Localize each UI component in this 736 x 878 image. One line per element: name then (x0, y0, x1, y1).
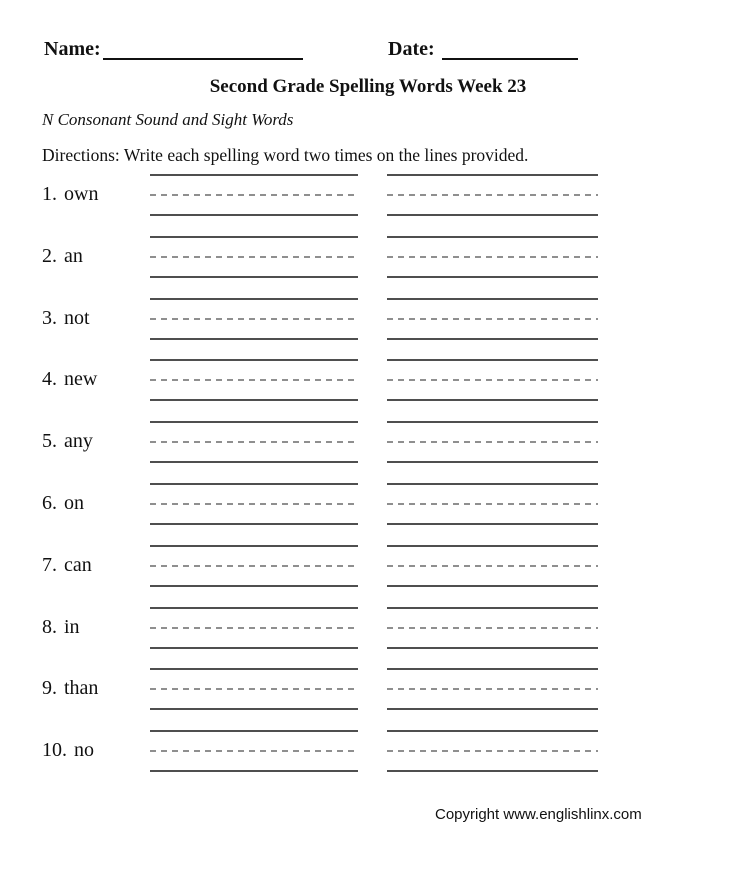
solid-line-bottom (387, 585, 598, 587)
dashed-line-middle (387, 318, 598, 320)
dashed-line-middle (387, 627, 598, 629)
solid-line-top (387, 236, 598, 238)
word-row (0, 174, 736, 216)
solid-line-top (387, 174, 598, 176)
writing-lines-left[interactable] (150, 483, 358, 525)
date-label: Date: (388, 38, 435, 60)
writing-lines-right[interactable] (387, 359, 598, 401)
word-row (0, 421, 736, 463)
writing-lines-left[interactable] (150, 359, 358, 401)
writing-lines-left[interactable] (150, 730, 358, 772)
date-fill-line[interactable] (442, 58, 578, 60)
writing-lines-right[interactable] (387, 236, 598, 278)
writing-lines-left[interactable] (150, 607, 358, 649)
word-text: can (64, 553, 92, 576)
writing-lines-right[interactable] (387, 607, 598, 649)
solid-line-bottom (387, 214, 598, 216)
page-title: Second Grade Spelling Words Week 23 (209, 76, 527, 97)
word-number: 8. (42, 615, 57, 638)
word-label (42, 306, 90, 330)
dashed-line-middle (150, 503, 358, 505)
word-text: not (64, 306, 90, 329)
page-subtitle: N Consonant Sound and Sight Words (42, 110, 294, 129)
word-text: no (74, 739, 94, 762)
word-number: 6. (42, 492, 57, 514)
writing-lines-right[interactable] (387, 668, 598, 710)
solid-line-top (387, 359, 598, 361)
dashed-line-middle (387, 503, 598, 505)
word-text: new (64, 368, 98, 391)
solid-line-bottom (387, 276, 598, 278)
dashed-line-middle (150, 256, 358, 258)
name-fill-line[interactable] (103, 58, 303, 60)
solid-line-bottom (387, 770, 598, 772)
dashed-line-middle (387, 441, 598, 443)
word-number: 3. (42, 306, 57, 329)
solid-line-top (150, 359, 358, 361)
word-row (0, 298, 736, 340)
dashed-line-middle (150, 379, 358, 381)
dashed-line-middle (150, 318, 358, 320)
writing-lines-right[interactable] (387, 730, 598, 772)
solid-line-top (387, 607, 598, 609)
solid-line-top (387, 730, 598, 732)
word-text: any (64, 430, 93, 453)
writing-lines-left[interactable] (150, 668, 358, 710)
solid-line-top (150, 545, 358, 547)
word-row (0, 236, 736, 278)
copyright-text: Copyright www.englishlinx.com (435, 806, 642, 823)
solid-line-bottom (150, 399, 358, 401)
word-row (0, 483, 736, 525)
solid-line-top (150, 174, 358, 176)
writing-lines-left[interactable] (150, 298, 358, 340)
directions-text: Directions: Write each spelling word two times on the lines provided. (42, 145, 529, 165)
writing-lines-left[interactable] (150, 236, 358, 278)
solid-line-top (150, 730, 358, 732)
solid-line-bottom (387, 647, 598, 649)
word-row (0, 730, 736, 772)
writing-lines-left[interactable] (150, 421, 358, 463)
dashed-line-middle (387, 194, 598, 196)
word-text: than (64, 677, 99, 700)
solid-line-bottom (387, 708, 598, 710)
dashed-line-middle (387, 565, 598, 567)
word-number: 4. (42, 368, 57, 391)
writing-lines-right[interactable] (387, 483, 598, 525)
word-row (0, 545, 736, 587)
dashed-line-middle (150, 194, 358, 196)
writing-lines-right[interactable] (387, 298, 598, 340)
word-label (42, 615, 80, 639)
word-number: 10. (42, 739, 67, 762)
solid-line-bottom (150, 708, 358, 710)
solid-line-top (150, 421, 358, 423)
word-row (0, 668, 736, 710)
writing-lines-right[interactable] (387, 545, 598, 587)
solid-line-top (387, 668, 598, 670)
solid-line-top (387, 298, 598, 300)
solid-line-bottom (387, 399, 598, 401)
word-text: in (64, 615, 80, 638)
writing-lines-left[interactable] (150, 174, 358, 216)
solid-line-bottom (387, 461, 598, 463)
word-row (0, 359, 736, 401)
solid-line-bottom (150, 523, 358, 525)
solid-line-top (387, 421, 598, 423)
solid-line-bottom (387, 523, 598, 525)
word-text: on (64, 492, 84, 514)
solid-line-bottom (387, 338, 598, 340)
word-label (42, 491, 84, 515)
dashed-line-middle (150, 688, 358, 690)
word-number: 1. (42, 183, 57, 205)
solid-line-top (150, 298, 358, 300)
solid-line-top (387, 483, 598, 485)
solid-line-bottom (150, 770, 358, 772)
word-label (42, 244, 83, 268)
solid-line-bottom (150, 585, 358, 587)
dashed-line-middle (387, 688, 598, 690)
word-number: 7. (42, 553, 57, 576)
solid-line-top (150, 236, 358, 238)
solid-line-bottom (150, 461, 358, 463)
solid-line-bottom (150, 276, 358, 278)
word-label (42, 738, 94, 762)
dashed-line-middle (387, 750, 598, 752)
writing-lines-right[interactable] (387, 421, 598, 463)
word-text: an (64, 244, 83, 267)
word-row (0, 607, 736, 649)
word-label (42, 553, 92, 577)
solid-line-bottom (150, 214, 358, 216)
word-label (42, 676, 98, 700)
word-text: own (64, 183, 99, 205)
dashed-line-middle (150, 565, 358, 567)
solid-line-bottom (150, 338, 358, 340)
word-number: 2. (42, 244, 57, 267)
word-label (42, 367, 97, 391)
name-label: Name: (44, 38, 101, 60)
solid-line-top (150, 607, 358, 609)
solid-line-top (150, 483, 358, 485)
dashed-line-middle (150, 441, 358, 443)
word-number: 9. (42, 677, 57, 700)
word-label (42, 182, 98, 206)
word-number: 5. (42, 430, 57, 453)
dashed-line-middle (387, 256, 598, 258)
solid-line-top (150, 668, 358, 670)
word-label (42, 429, 93, 453)
writing-lines-left[interactable] (150, 545, 358, 587)
solid-line-bottom (150, 647, 358, 649)
writing-lines-right[interactable] (387, 174, 598, 216)
dashed-line-middle (150, 627, 358, 629)
dashed-line-middle (387, 379, 598, 381)
dashed-line-middle (150, 750, 358, 752)
solid-line-top (387, 545, 598, 547)
